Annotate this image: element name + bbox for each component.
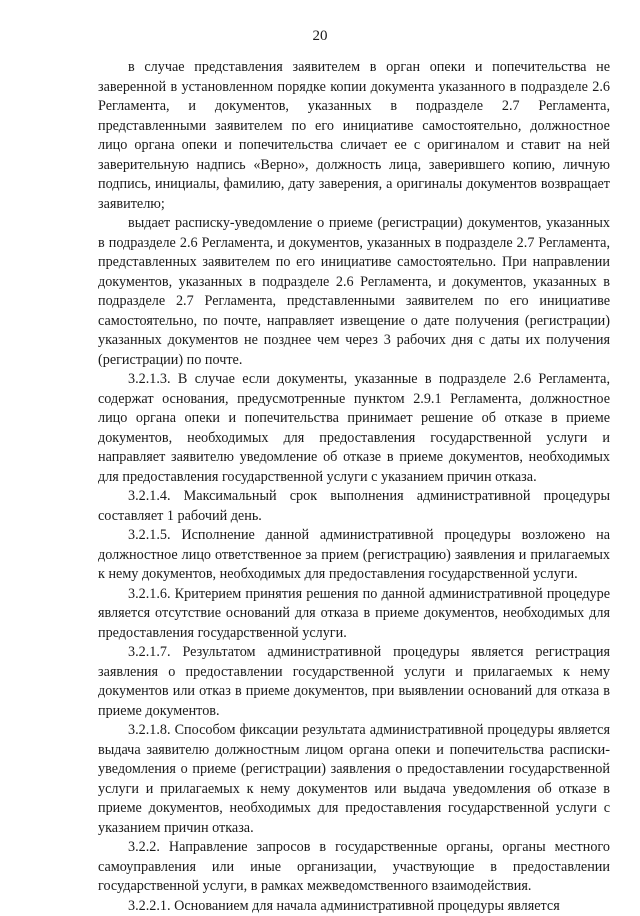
paragraph: 3.2.1.7. Результатом административной процедуры является регистрация заявления о предоставлении государственной услуги и прилагаемых к нему документов или отказ в приеме документов, при выявлении оснований для отказа в приеме документов. bbox=[98, 643, 610, 721]
paragraph: 3.2.1.4. Максимальный срок выполнения административной процедуры составляет 1 рабочий день. bbox=[98, 487, 610, 526]
page-number: 20 bbox=[0, 28, 640, 45]
paragraph: 3.2.1.3. В случае если документы, указанные в подразделе 2.6 Регламента, содержат основания, предусмотренные пунктом 2.9.1 Регламента, должностное лицо органа опеки и попечительства принимает решение об отказе в приеме документов, необходимых для предоставления государственной услуги и направляет заявителю уведомление об отказе в приеме документов, необходимых для предоставления государственной услуги с указанием причин отказа. bbox=[98, 370, 610, 487]
paragraph: 3.2.1.5. Исполнение данной административной процедуры возложено на должностное лицо ответственное за прием (регистрацию) заявления и прилагаемых к нему документов, необходимых для предоставления государственной услуги. bbox=[98, 526, 610, 585]
paragraph: 3.2.1.6. Критерием принятия решения по данной административной процедуре является отсутствие оснований для отказа в приеме документов, необходимых для предоставления государственной услуги. bbox=[98, 585, 610, 644]
paragraph: 3.2.2.1. Основанием для начала административной процедуры является bbox=[98, 897, 610, 916]
paragraph: в случае представления заявителем в орган опеки и попечительства не заверенной в установленном порядке копии документа указанного в подразделе 2.6 Регламента, и документов, указанных в подразделе 2.7 Регламента, представленными заявителем по его инициативе самостоятельно, должностное лицо органа опеки и попечительства сличает ее с оригиналом и ставит на ней заверительную надпись «Верно», должность лица, заверившего копию, личную подпись, инициалы, фамилию, дату заверения, а оригиналы документов возвращает заявителю; bbox=[98, 58, 610, 214]
paragraph: 3.2.2. Направление запросов в государственные органы, органы местного самоуправления или иные организации, участвующие в предоставлении государственной услуги, в рамках межведомственного взаимодействия. bbox=[98, 838, 610, 897]
paragraph: выдает расписку-уведомление о приеме (регистрации) документов, указанных в подразделе 2.6 Регламента, и документов, указанных в подразделе 2.7 Регламента, представленных заявителем по его инициативе самостоятельно. При направлении документов, указанных в подразделе 2.6 Регламента, и документов, указанных в подразделе 2.7 Регламента, представленными заявителем по его инициативе самостоятельно, по почте, направляет извещение о дате получения (регистрации) указанных документов не позднее чем через 3 рабочих дня с даты их получения (регистрации) по почте. bbox=[98, 214, 610, 370]
document-body bbox=[98, 58, 610, 916]
paragraph: 3.2.1.8. Способом фиксации результата административной процедуры является выдача заявителю должностным лицом органа опеки и попечительства расписки-уведомления о приеме (регистрации) заявления о предоставлении государственной услуги и прилагаемых к нему документов или выдача уведомления об отказе в приеме документов, необходимых для предоставления государственной услуги с указанием причин отказа. bbox=[98, 721, 610, 838]
